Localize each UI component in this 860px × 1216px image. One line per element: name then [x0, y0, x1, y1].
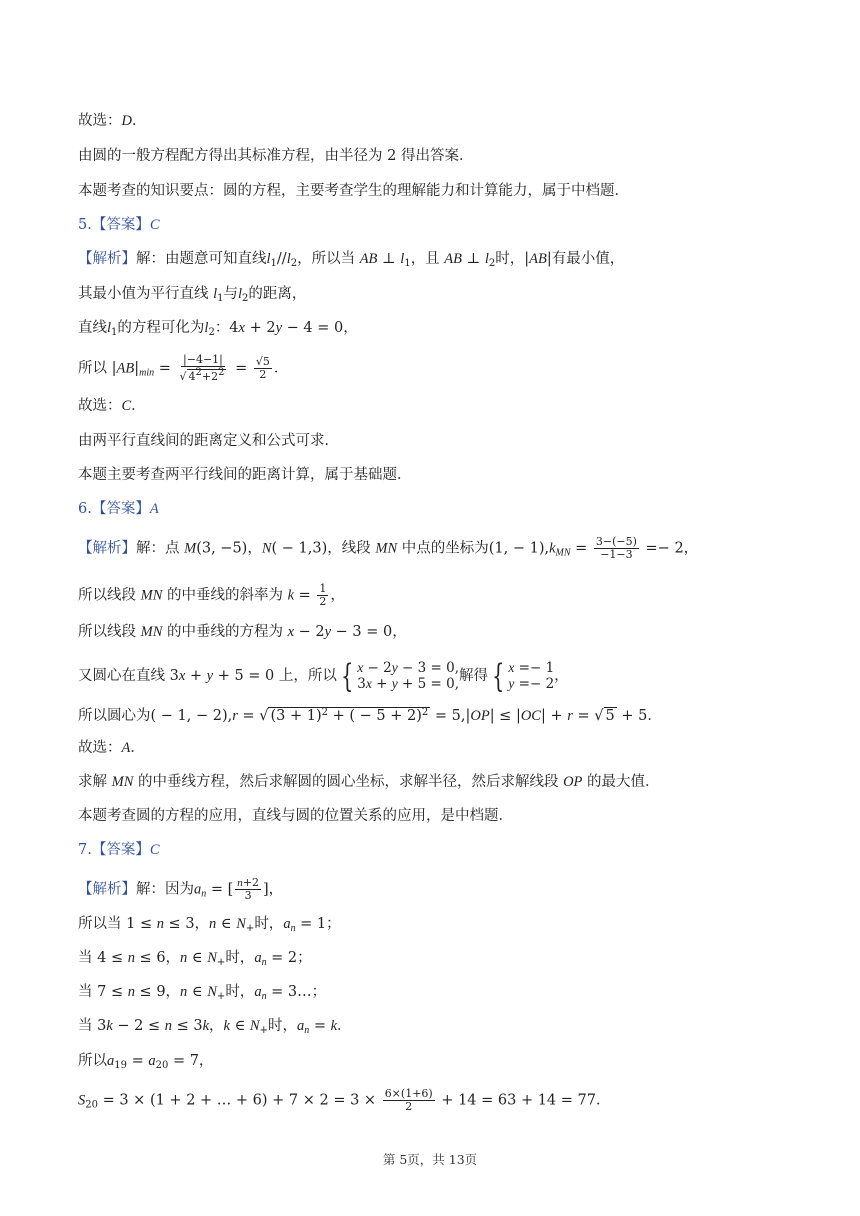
text-line: 所以$a_{19} = a_{20} = 7$，	[78, 1053, 214, 1071]
text-line: $S_{20} = 3 \times (1 + 2$ + … + 6) + 7 × 2 = 3 × $\frac{6\times(1+6)}{2}$ + 14 = 63 + 14 = 77．	[78, 1087, 611, 1113]
text-line: 所以圆心为( − 1, − 2),r = √ $(3 + 1)^2$ + ( − 5 + 2)$^2$ = 5,|OP| ≤ |OC| + r = √ 5 + 5．	[78, 707, 662, 724]
answer-heading-5: 5.【答案】C	[78, 217, 160, 233]
text-line: 所以当 1 ≤ n ≤ 3，n ∈ $N_+$时，$a_n = 1$；	[78, 916, 341, 934]
text-line: 当 4 ≤ n ≤ 6，n ∈ $N_+$时，$a_n = 2$；	[78, 950, 312, 968]
text-line: 所以线段 MN 的中垂线的斜率为 k = $\frac{1}{2}$ ，	[78, 582, 345, 608]
text-line: 本题考查圆的方程的应用，直线与圆的位置关系的应用，是中档题．	[78, 808, 513, 824]
text-line: 由两平行直线间的距离定义和公式可求．	[78, 433, 339, 449]
text-line: 由圆的一般方程配方得出其标准方程，由半径为 2 得出答案．	[78, 148, 474, 164]
text-line: 求解 MN 的中垂线方程，然后求解圆的圆心坐标，求解半径，然后求解线段 OP 的最大值．	[78, 774, 660, 790]
text-line: 其最小值为平行直线 $l_1$与$l_2$的距离，	[78, 286, 307, 304]
text-line: 本题考查的知识要点：圆的方程，主要考查学生的理解能力和计算能力，属于中档题．	[78, 183, 629, 199]
text-line: 当 7 ≤ n ≤ 9，n ∈ $N_+$时，$a_n$ = 3…；	[78, 984, 327, 1002]
answer-heading-6: 6.【答案】A	[78, 501, 159, 517]
text-line: 当 3k − 2 ≤ n ≤ 3k，k ∈ $N_+$时，$a_n = k$．	[78, 1018, 352, 1036]
page-footer: 第 5页，共 13页	[382, 1152, 478, 1167]
answer-heading-7: 7.【答案】C	[78, 842, 160, 858]
text-line: 故选：D．	[78, 113, 147, 129]
text-line: 直线$l_1$的方程可化为$l_2$：4x + 2y − 4 = 0，	[78, 320, 358, 338]
text-line: 故选：C．	[78, 398, 146, 414]
text-line: 所以 $|AB|_{min}$ = $\frac{|-4-1|}{√ 4^2+2^2}$ = $\frac{√5}{2}$ ．	[78, 353, 289, 383]
text-line: 【解析】解：因为$a_n$ = [ $\frac{n+2}{3}$ ]，	[78, 876, 284, 902]
text-line: 所以线段 MN 的中垂线的方程为 x − 2y − 3 = 0，	[78, 624, 407, 640]
text-line: 【解析】解：点 M(3, −5)，N( − 1,3)，线段 MN 中点的坐标为(1, − $1),k_{MN}$ = $\frac{3-(-5)}{-1-3}$ =− 2，	[78, 535, 699, 561]
text-line: 故选：A．	[78, 740, 145, 756]
text-line: 又圆心在直线 3x + y + 5 = 0 上，所以 { x − 2y − 3 = 0, 3x + y + 5 = 0, 解得 { x =− 1 y =− 2 ，	[78, 657, 569, 695]
text-line: 本题主要考查两平行线间的距离计算，属于基础题．	[78, 467, 412, 483]
text-line: 【解析】解：由题意可知直线$l_1//l_2$，所以当 AB ⊥ $l_1$，且 AB ⊥ $l_2$时，|AB|有最小值，	[78, 251, 625, 269]
